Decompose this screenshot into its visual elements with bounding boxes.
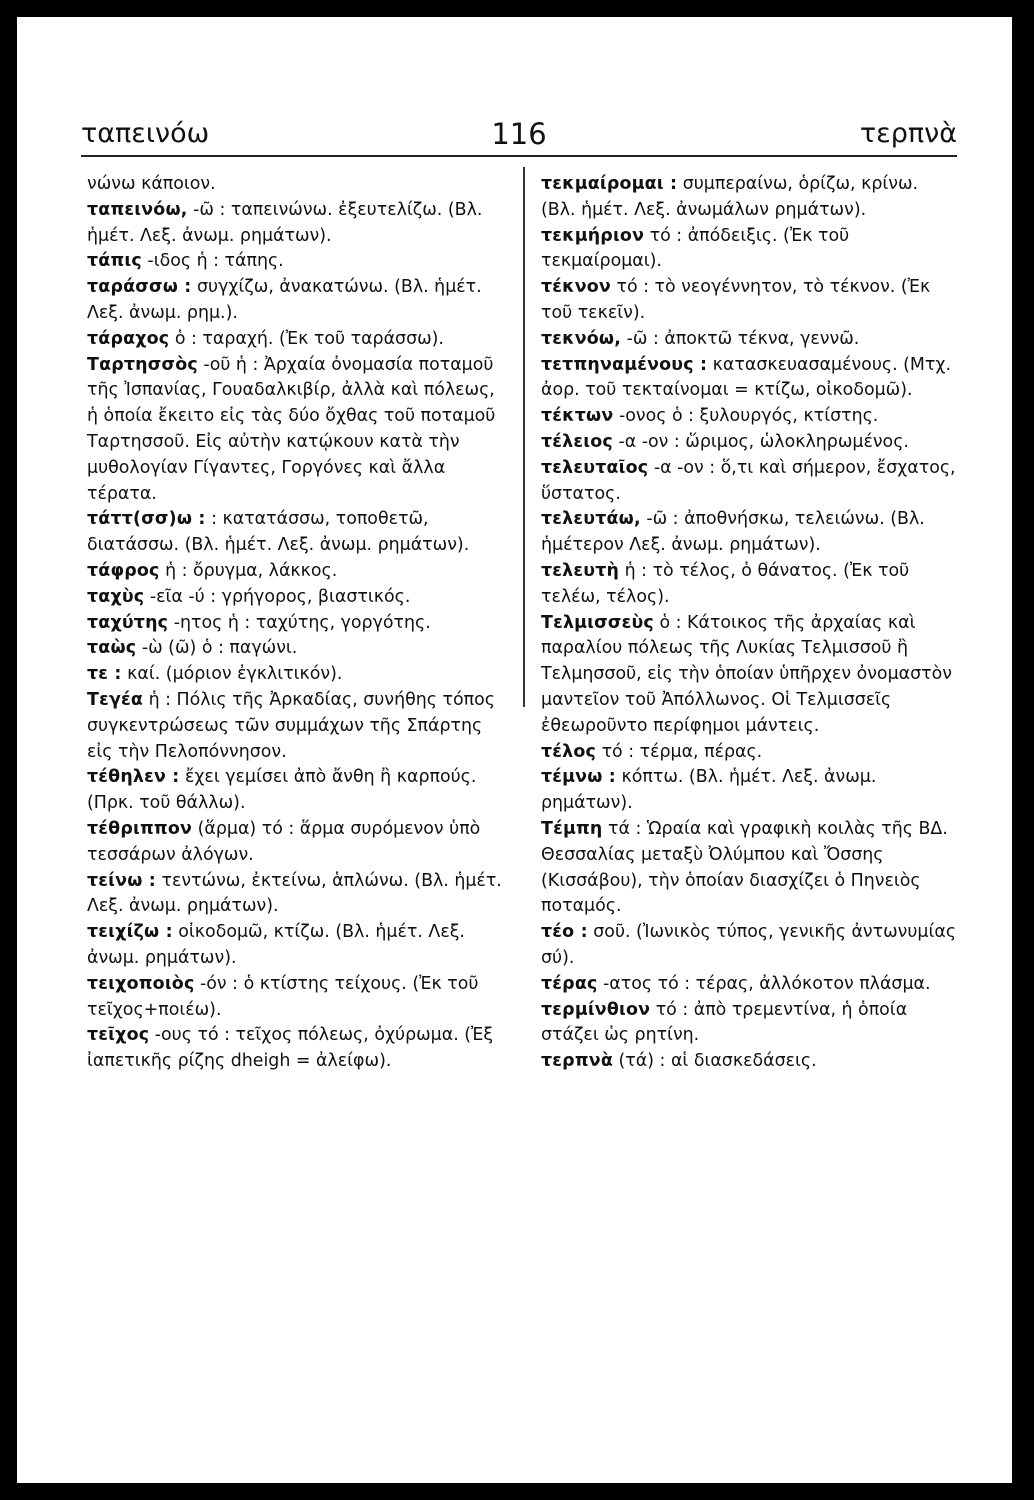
entry-headword: τεκμαίρομαι : [541, 174, 678, 194]
entry-grammar: -α -ον : [653, 457, 716, 478]
entry-headword: τέλος [541, 741, 597, 762]
entry-definition: ταραχή. (Ἐκ τοῦ ταράσσω). [202, 328, 444, 349]
entry-grammar: ἡ : [165, 560, 188, 581]
entry-headword: τερπνὰ [541, 1051, 613, 1072]
dictionary-entry [541, 972, 957, 998]
entry-headword: τερμίνθιον [541, 999, 651, 1020]
left-running-headword: ταπεινόω [81, 118, 210, 149]
entry-definition: ὄρυγμα, λάκκος. [193, 560, 338, 581]
entry-definition: ὅ,τι καὶ σήμερον, ἔσχατος, ὕστατος. [541, 457, 956, 504]
dictionary-entry [541, 920, 957, 972]
dictionary-entry [541, 1049, 957, 1075]
entry-definition: παγώνι. [229, 638, 298, 659]
entry-headword: τέκτων [541, 406, 614, 427]
entry-headword: Τελμισσεὺς [541, 612, 654, 633]
entry-definition: γρήγορος, βιαστικός. [221, 586, 411, 607]
entry-definition: ὁ κτίστης τείχους. (Ἐκ τοῦ τεῖχος+ποιέω). [87, 973, 479, 1020]
entry-grammar: -ητος ἡ : [173, 612, 251, 633]
entry-headword: τειχίζω : [87, 922, 173, 943]
entry-headword: Τέμπη [541, 818, 603, 839]
entry-definition: τεῖχος πόλεως, ὀχύρωμα. (Ἐξ ἰαπετικῆς ρίζης dheigh = ἀλείφω). [87, 1025, 494, 1072]
entry-headword: τεκμήριον [541, 225, 645, 246]
entry-grammar: -ιδος ἡ : [147, 251, 220, 272]
dictionary-entry [87, 353, 503, 508]
dictionary-entry [87, 817, 503, 869]
entry-definition: Κάτοικος τῆς ἀρχαίας καὶ παραλίου πόλεως τῆς Λυκίας Τελμισσοῦ ἢ Τελμησσοῦ, εἰς τὴν ὁποίαν ὑπῆρχεν ὀνομαστὸν μαντεῖον τοῦ Ἀπόλλωνος. Οἱ Τελμισσεῖς ἐθεωροῦντο περίφημοι μάντεις. [541, 612, 952, 736]
entry-definition: Ἀρχαία ὀνομασία ποταμοῦ τῆς Ἰσπανίας, Γουαδαλκιβίρ, ἀλλὰ καὶ πόλεως, ἡ ὁποία ἔκειτο εἰς τὰς δύο ὄχθας τοῦ ποταμοῦ Ταρτησσοῦ. Εἰς αὐτὴν κατῴκουν κατὰ τὴν μυθολογίαν Γίγαντες, Γοργόνες καὶ ἄλλα τέρατα. [87, 354, 496, 504]
entry-headword: τάφρος [87, 560, 160, 581]
dictionary-entry [87, 249, 503, 275]
entry-grammar: ὁ : [659, 612, 682, 633]
entry-grammar: -ατος τό : [603, 973, 691, 994]
entry-grammar: : [211, 509, 217, 530]
dictionary-entry [541, 456, 957, 508]
entry-definition: συγχίζω, ἀνακατώνω. (Βλ. ἡμέτ. Λεξ. ἀνωμ. ρημ.). [87, 277, 482, 323]
dictionary-entry [87, 172, 503, 198]
entry-headword: τέλειος [541, 431, 613, 452]
entry-definition: Πόλις τῆς Ἀρκαδίας, συνήθης τόπος συγκεντρώσεως τῶν συμμάχων τῆς Σπάρτης εἰς τὴν Πελοπόννησον. [87, 689, 495, 762]
entry-definition: ἔχει γεμίσει ἀπὸ ἄνθη ἢ καρπούς. (Πρκ. τοῦ θάλλω). [87, 767, 477, 814]
entry-grammar: -εῖα -ύ : [149, 586, 217, 607]
entry-definition: τέρμα, πέρας. [639, 741, 763, 762]
entry-definition: τὸ τέλος, ὁ θάνατος. (Ἐκ τοῦ τελέω, τέλος). [541, 560, 910, 607]
entry-headword: τάραχος [87, 328, 170, 349]
entry-grammar: -οῦ ἡ : [203, 354, 259, 375]
column-divider [523, 167, 525, 707]
entry-grammar: τό : [616, 277, 650, 298]
entry-headword: τελευτάω, [541, 509, 641, 530]
dictionary-entry [87, 920, 503, 972]
entry-grammar: -ῶ : [193, 199, 226, 220]
entry-definition: ἀπὸ τρεμεντίνα, ἡ ὁποία στάζει ὡς ρητίνη. [541, 999, 908, 1046]
entry-grammar: -ῶ : [646, 509, 679, 530]
dictionary-entry [87, 869, 503, 921]
entry-definition: τὸ νεογέννητον, τὸ τέκνον. (Ἐκ τοῦ τεκεῖν). [541, 277, 931, 323]
dictionary-entry [541, 327, 957, 353]
dictionary-entry [541, 611, 957, 740]
entry-definition: νώνω κάποιον. [87, 174, 216, 194]
dictionary-page [17, 17, 1012, 1483]
right-column [541, 172, 957, 1075]
entry-headword: τελευτὴ [541, 560, 620, 581]
entry-headword: τελευταῖος [541, 457, 649, 478]
entry-definition: κατασκευασαμένους. (Μτχ. ἀορ. τοῦ τεκταίνομαι = κτίζω, οἰκοδομῶ). [541, 354, 951, 401]
entry-headword: τέμνω : [541, 767, 616, 788]
dictionary-entry [87, 765, 503, 817]
dictionary-entry [541, 172, 957, 224]
entry-headword: τεκνόω, [541, 328, 622, 349]
entry-grammar: (τά) : [618, 1051, 666, 1072]
entry-definition: ταχύτης, γοργότης. [255, 612, 431, 633]
entry-definition: αἱ διασκεδάσεις. [670, 1051, 817, 1072]
entry-grammar: ἡ : [624, 560, 648, 581]
dictionary-entry [87, 585, 503, 611]
entry-headword: τείνω : [87, 870, 156, 891]
entry-grammar: ὁ : [174, 328, 197, 349]
entry-headword: τάττ(σσ)ω : [87, 509, 206, 530]
dictionary-entry [541, 507, 957, 559]
entry-definition: κατατάσσω, τοποθετῶ, διατάσσω. (Βλ. ἡμέτ. Λεξ. ἀνωμ. ρημάτων). [87, 509, 470, 556]
entry-definition: τέρας, ἀλλόκοτον πλάσμα. [695, 973, 931, 994]
dictionary-entry [87, 611, 503, 637]
entry-headword: τέθηλεν : [87, 767, 180, 788]
entry-grammar: (ἅρμα) τό : [197, 818, 295, 839]
dictionary-entry [541, 740, 957, 766]
entry-headword: τετπηναμένους : [541, 354, 708, 375]
entry-definition: ὥριμος, ὡλοκληρωμένος. [685, 431, 909, 452]
entry-headword: τέο : [541, 922, 588, 943]
dictionary-entry [541, 353, 957, 405]
entry-definition: τάπης. [224, 251, 284, 272]
entry-definition: συμπεραίνω, ὁρίζω, κρίνω. (Βλ. ἡμέτ. Λεξ. ἀνωμάλων ρημάτων). [541, 174, 919, 220]
entry-grammar: -ους τό : [154, 1025, 230, 1046]
dictionary-entry [87, 688, 503, 765]
entry-grammar: -ῶ : [626, 328, 659, 349]
entry-definition: ξυλουργός, κτίστης. [699, 406, 879, 427]
entry-grammar: τό : [655, 999, 689, 1020]
left-column [87, 172, 503, 1075]
entry-definition: ἀπόδειξις. (Ἐκ τοῦ τεκμαίρομαι). [541, 225, 850, 272]
entry-definition: σοῦ. (Ἰωνικὸς τύπος, γενικῆς ἀντωνυμίας σύ). [541, 922, 957, 968]
entry-definition: οἰκοδομῶ, κτίζω. (Βλ. ἡμέτ. Λεξ. ἀνωμ. ρημάτων). [87, 922, 465, 968]
dictionary-entry [541, 275, 957, 327]
entry-definition: Ὡραία καὶ γραφικὴ κοιλὰς τῆς ΒΔ. Θεσσαλίας μεταξὺ Ὀλύμπου καὶ Ὄσσης (Κισσάβου), τὴν ὁποίαν διασχίζει ὁ Πηνειὸς ποταμός. [541, 818, 948, 917]
entry-definition: ἅρμα συρόμενον ὑπὸ τεσσάρων ἀλόγων. [87, 818, 481, 865]
entry-headword: ταπεινόω, [87, 199, 188, 220]
entry-grammar: -α -ον : [618, 431, 680, 452]
entry-headword: ταὼς [87, 638, 137, 659]
entry-grammar: τό : [649, 225, 683, 246]
dictionary-entry [541, 765, 957, 817]
dictionary-entry [541, 817, 957, 920]
entry-definition: ἀποκτῶ τέκνα, γεννῶ. [664, 328, 860, 349]
entry-headword: τέρας [541, 973, 598, 994]
entry-grammar: -ὼ (ῶ) ὁ : [141, 638, 224, 659]
entry-definition: ἀποθνήσκω, τελειώνω. (Βλ. ἡμέτερον Λεξ. ἀνωμ. ρημάτων). [541, 509, 925, 556]
dictionary-entry [541, 430, 957, 456]
dictionary-entry [87, 275, 503, 327]
entry-headword: ταχὺς [87, 586, 145, 607]
entry-headword: τέκνον [541, 277, 611, 298]
dictionary-entry [541, 224, 957, 276]
page-header [81, 115, 957, 157]
entry-definition: κόπτω. (Βλ. ἡμέτ. Λεξ. ἀνωμ. ρημάτων). [541, 767, 877, 814]
entry-headword: τεῖχος [87, 1025, 150, 1046]
dictionary-entry [541, 998, 957, 1050]
entry-grammar: ἡ : [148, 689, 171, 710]
entry-definition: καί. (μόριον ἐγκλιτικόν). [127, 664, 343, 685]
right-running-headword: τερπνὰ [859, 118, 957, 149]
entry-headword: τάπις [87, 251, 142, 272]
entry-headword: Τεγέα [87, 689, 144, 710]
entry-headword: τε : [87, 664, 122, 685]
dictionary-entry [87, 327, 503, 353]
entry-grammar: τό : [601, 741, 635, 762]
dictionary-entry [87, 636, 503, 662]
entry-definition: τεντώνω, ἐκτείνω, ἁπλώνω. (Βλ. ἡμέτ. Λεξ. ἀνωμ. ρημάτων). [87, 870, 502, 917]
entry-headword: τειχοποιὸς [87, 973, 195, 994]
entry-grammar: -ονος ὁ : [618, 406, 694, 427]
dictionary-entry [87, 559, 503, 585]
page-number: 116 [491, 117, 547, 151]
entry-headword: ταράσσω : [87, 277, 192, 298]
dictionary-entry [541, 559, 957, 611]
entry-headword: τέθριππον [87, 818, 193, 839]
entry-headword: Ταρτησσὸς [87, 354, 198, 375]
entry-grammar: τά : [608, 818, 642, 839]
dictionary-entry [87, 198, 503, 250]
dictionary-entry [541, 404, 957, 430]
entry-headword: ταχύτης [87, 612, 169, 633]
entry-grammar: -όν : [200, 973, 239, 994]
dictionary-entry [87, 972, 503, 1024]
entry-definition: ταπεινώνω. ἐξευτελίζω. (Βλ. ἡμέτ. Λεξ. ἀνωμ. ρημάτων). [87, 199, 483, 246]
dictionary-entry [87, 1023, 503, 1075]
dictionary-entry [87, 662, 503, 688]
dictionary-entry [87, 507, 503, 559]
